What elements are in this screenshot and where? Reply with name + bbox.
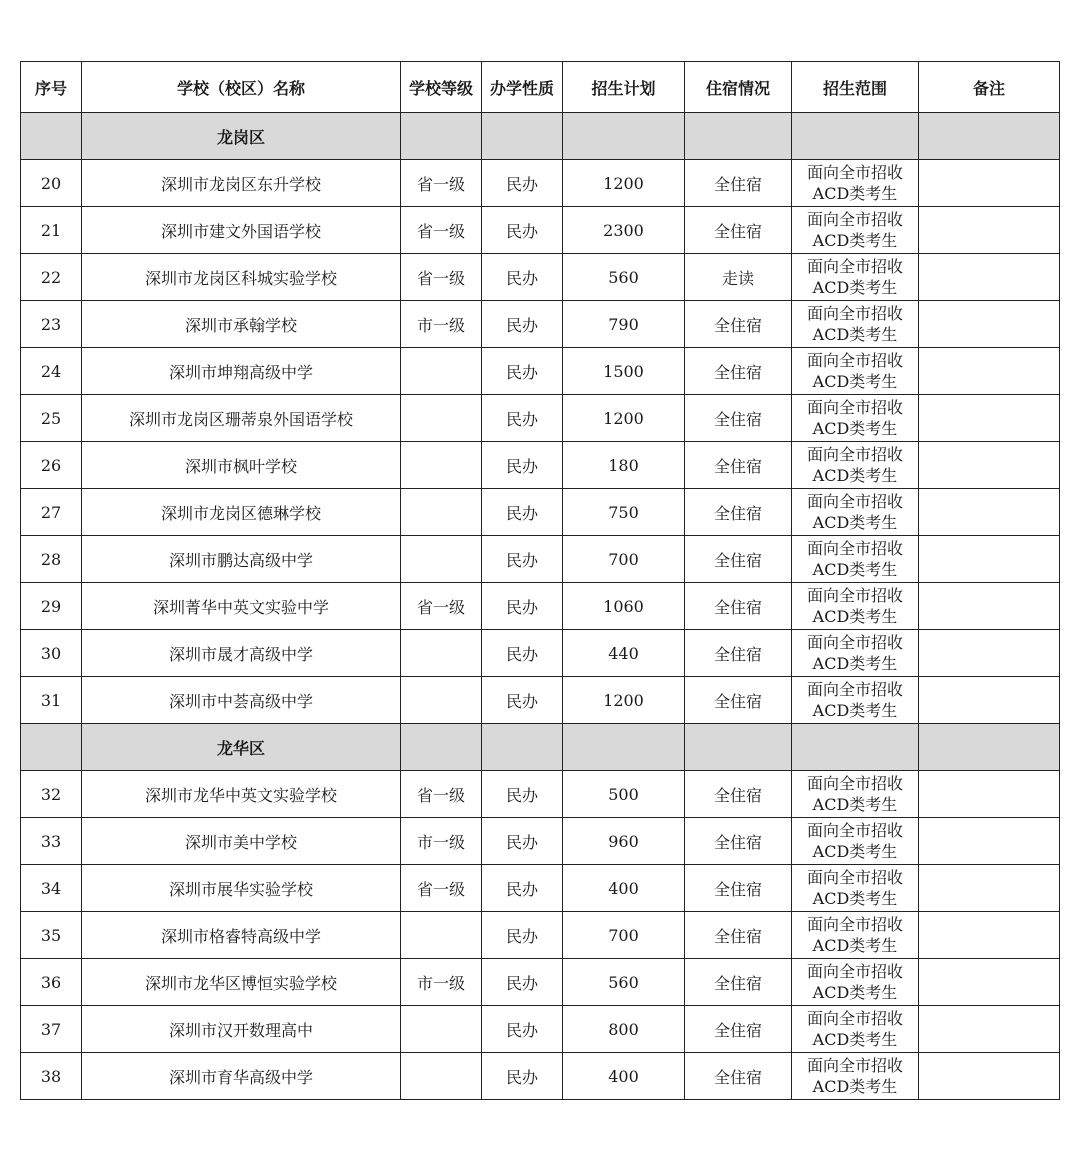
cell-type: 民办	[482, 160, 563, 207]
cell-scope	[792, 1053, 919, 1100]
cell-lodging: 走读	[685, 254, 792, 301]
table-row	[21, 1006, 1060, 1053]
cell-school: 深圳市承翰学校	[82, 301, 401, 348]
cell-scope	[792, 583, 919, 630]
cell-type: 民办	[482, 865, 563, 912]
cell-type: 民办	[482, 912, 563, 959]
section-cell	[685, 724, 792, 771]
scope-line-1: 面向全市招收	[806, 445, 903, 464]
table-row	[21, 442, 1060, 489]
scope-line-1: 面向全市招收	[806, 1056, 903, 1075]
cell-plan: 560	[563, 959, 685, 1006]
cell-no: 36	[21, 959, 82, 1006]
scope-line-1: 面向全市招收	[806, 351, 903, 370]
cell-level	[401, 1006, 482, 1053]
cell-lodging: 全住宿	[685, 207, 792, 254]
scope-line-1: 面向全市招收	[806, 539, 903, 558]
scope-line-1: 面向全市招收	[806, 680, 903, 699]
section-cell	[401, 113, 482, 160]
table-row	[21, 912, 1060, 959]
cell-level	[401, 395, 482, 442]
cell-lodging: 全住宿	[685, 1006, 792, 1053]
cell-school: 深圳市鹏达高级中学	[82, 536, 401, 583]
header-cell-scope: 招生范围	[792, 62, 919, 113]
cell-no: 38	[21, 1053, 82, 1100]
cell-level: 市一级	[401, 301, 482, 348]
section-cell	[919, 113, 1060, 160]
cell-lodging: 全住宿	[685, 630, 792, 677]
cell-school: 深圳菁华中英文实验中学	[82, 583, 401, 630]
header-cell-type: 办学性质	[482, 62, 563, 113]
cell-no: 35	[21, 912, 82, 959]
cell-type: 民办	[482, 677, 563, 724]
cell-note	[919, 442, 1060, 489]
scope-line-2: ACD类考生	[812, 325, 898, 344]
scope-line-2: ACD类考生	[812, 184, 898, 203]
cell-no: 20	[21, 160, 82, 207]
cell-level	[401, 630, 482, 677]
cell-lodging: 全住宿	[685, 818, 792, 865]
cell-level: 省一级	[401, 583, 482, 630]
scope-line-2: ACD类考生	[812, 607, 898, 626]
cell-level: 市一级	[401, 818, 482, 865]
cell-scope	[792, 865, 919, 912]
cell-plan: 700	[563, 536, 685, 583]
scope-line-1: 面向全市招收	[806, 210, 903, 229]
cell-note	[919, 959, 1060, 1006]
cell-lodging: 全住宿	[685, 348, 792, 395]
cell-lodging: 全住宿	[685, 301, 792, 348]
cell-type: 民办	[482, 395, 563, 442]
table-row	[21, 536, 1060, 583]
scope-line-2: ACD类考生	[812, 231, 898, 250]
cell-level: 省一级	[401, 254, 482, 301]
cell-note	[919, 395, 1060, 442]
cell-plan: 2300	[563, 207, 685, 254]
cell-no: 28	[21, 536, 82, 583]
scope-line-1: 面向全市招收	[806, 915, 903, 934]
cell-scope	[792, 160, 919, 207]
scope-line-2: ACD类考生	[812, 372, 898, 391]
scope-line-2: ACD类考生	[812, 795, 898, 814]
enrollment-table	[20, 61, 1060, 1100]
cell-lodging: 全住宿	[685, 160, 792, 207]
header-cell-plan: 招生计划	[563, 62, 685, 113]
cell-school: 深圳市美中学校	[82, 818, 401, 865]
cell-school: 深圳市枫叶学校	[82, 442, 401, 489]
table-row	[21, 865, 1060, 912]
header-cell-no: 序号	[21, 62, 82, 113]
header-row	[21, 62, 1060, 113]
cell-plan: 800	[563, 1006, 685, 1053]
table-row	[21, 160, 1060, 207]
table-row	[21, 254, 1060, 301]
cell-note	[919, 677, 1060, 724]
cell-type: 民办	[482, 348, 563, 395]
section-cell	[21, 724, 82, 771]
scope-line-1: 面向全市招收	[806, 1009, 903, 1028]
cell-lodging: 全住宿	[685, 395, 792, 442]
cell-scope	[792, 348, 919, 395]
cell-type: 民办	[482, 254, 563, 301]
cell-type: 民办	[482, 207, 563, 254]
cell-scope	[792, 207, 919, 254]
header-cell-lodging: 住宿情况	[685, 62, 792, 113]
cell-note	[919, 912, 1060, 959]
scope-line-1: 面向全市招收	[806, 962, 903, 981]
cell-type: 民办	[482, 489, 563, 536]
cell-note	[919, 489, 1060, 536]
table-row	[21, 395, 1060, 442]
cell-note	[919, 630, 1060, 677]
cell-school: 深圳市龙华区博恒实验学校	[82, 959, 401, 1006]
cell-school: 深圳市汉开数理高中	[82, 1006, 401, 1053]
table-body	[21, 113, 1060, 1100]
cell-plan: 400	[563, 865, 685, 912]
cell-level: 市一级	[401, 959, 482, 1006]
cell-plan: 180	[563, 442, 685, 489]
cell-note	[919, 160, 1060, 207]
scope-line-2: ACD类考生	[812, 654, 898, 673]
cell-type: 民办	[482, 959, 563, 1006]
cell-type: 民办	[482, 630, 563, 677]
table-row	[21, 1053, 1060, 1100]
cell-lodging: 全住宿	[685, 489, 792, 536]
cell-school: 深圳市龙岗区德琳学校	[82, 489, 401, 536]
table-row	[21, 959, 1060, 1006]
cell-plan: 700	[563, 912, 685, 959]
cell-no: 26	[21, 442, 82, 489]
table-row	[21, 677, 1060, 724]
cell-school: 深圳市育华高级中学	[82, 1053, 401, 1100]
section-title: 龙岗区	[82, 113, 401, 160]
cell-level	[401, 442, 482, 489]
table-row	[21, 818, 1060, 865]
cell-plan: 960	[563, 818, 685, 865]
scope-line-1: 面向全市招收	[806, 398, 903, 417]
scope-line-1: 面向全市招收	[806, 586, 903, 605]
cell-note	[919, 254, 1060, 301]
cell-plan: 1200	[563, 160, 685, 207]
table-row	[21, 489, 1060, 536]
cell-type: 民办	[482, 1006, 563, 1053]
cell-school: 深圳市龙岗区科城实验学校	[82, 254, 401, 301]
cell-scope	[792, 395, 919, 442]
cell-scope	[792, 771, 919, 818]
scope-line-2: ACD类考生	[812, 278, 898, 297]
scope-line-1: 面向全市招收	[806, 257, 903, 276]
table-row	[21, 301, 1060, 348]
cell-plan: 1060	[563, 583, 685, 630]
section-cell	[792, 724, 919, 771]
section-cell	[919, 724, 1060, 771]
scope-line-2: ACD类考生	[812, 419, 898, 438]
cell-note	[919, 348, 1060, 395]
section-cell	[401, 724, 482, 771]
scope-line-2: ACD类考生	[812, 1030, 898, 1049]
header-cell-note: 备注	[919, 62, 1060, 113]
section-row	[21, 724, 1060, 771]
table-row	[21, 771, 1060, 818]
cell-school: 深圳市龙华中英文实验学校	[82, 771, 401, 818]
section-title: 龙华区	[82, 724, 401, 771]
scope-line-2: ACD类考生	[812, 466, 898, 485]
table-row	[21, 583, 1060, 630]
scope-line-2: ACD类考生	[812, 936, 898, 955]
cell-note	[919, 583, 1060, 630]
cell-lodging: 全住宿	[685, 677, 792, 724]
cell-scope	[792, 818, 919, 865]
cell-school: 深圳市坤翔高级中学	[82, 348, 401, 395]
scope-line-2: ACD类考生	[812, 1077, 898, 1096]
scope-line-1: 面向全市招收	[806, 163, 903, 182]
cell-note	[919, 771, 1060, 818]
scope-line-2: ACD类考生	[812, 983, 898, 1002]
section-cell	[792, 113, 919, 160]
cell-note	[919, 1053, 1060, 1100]
cell-scope	[792, 912, 919, 959]
scope-line-1: 面向全市招收	[806, 304, 903, 323]
cell-school: 深圳市格睿特高级中学	[82, 912, 401, 959]
cell-level	[401, 1053, 482, 1100]
scope-line-2: ACD类考生	[812, 889, 898, 908]
cell-lodging: 全住宿	[685, 912, 792, 959]
cell-level	[401, 348, 482, 395]
section-cell	[563, 113, 685, 160]
scope-line-1: 面向全市招收	[806, 868, 903, 887]
cell-lodging: 全住宿	[685, 771, 792, 818]
scope-line-1: 面向全市招收	[806, 774, 903, 793]
scope-line-1: 面向全市招收	[806, 821, 903, 840]
cell-plan: 750	[563, 489, 685, 536]
cell-no: 34	[21, 865, 82, 912]
cell-scope	[792, 959, 919, 1006]
cell-school: 深圳市晟才高级中学	[82, 630, 401, 677]
cell-level	[401, 912, 482, 959]
cell-type: 民办	[482, 301, 563, 348]
cell-no: 23	[21, 301, 82, 348]
cell-plan: 400	[563, 1053, 685, 1100]
cell-note	[919, 1006, 1060, 1053]
cell-note	[919, 865, 1060, 912]
scope-line-2: ACD类考生	[812, 560, 898, 579]
section-cell	[563, 724, 685, 771]
cell-scope	[792, 536, 919, 583]
cell-type: 民办	[482, 771, 563, 818]
cell-no: 31	[21, 677, 82, 724]
section-row	[21, 113, 1060, 160]
cell-type: 民办	[482, 583, 563, 630]
cell-scope	[792, 1006, 919, 1053]
cell-school: 深圳市建文外国语学校	[82, 207, 401, 254]
table-row	[21, 348, 1060, 395]
scope-line-2: ACD类考生	[812, 842, 898, 861]
cell-level: 省一级	[401, 160, 482, 207]
cell-no: 24	[21, 348, 82, 395]
cell-plan: 1200	[563, 677, 685, 724]
cell-lodging: 全住宿	[685, 583, 792, 630]
cell-lodging: 全住宿	[685, 865, 792, 912]
cell-level: 省一级	[401, 865, 482, 912]
section-cell	[482, 724, 563, 771]
scope-line-2: ACD类考生	[812, 701, 898, 720]
table-row	[21, 630, 1060, 677]
cell-level	[401, 677, 482, 724]
cell-no: 37	[21, 1006, 82, 1053]
cell-no: 27	[21, 489, 82, 536]
cell-type: 民办	[482, 1053, 563, 1100]
cell-no: 33	[21, 818, 82, 865]
cell-plan: 790	[563, 301, 685, 348]
cell-school: 深圳市龙岗区珊蒂泉外国语学校	[82, 395, 401, 442]
cell-lodging: 全住宿	[685, 959, 792, 1006]
cell-note	[919, 207, 1060, 254]
cell-scope	[792, 677, 919, 724]
cell-lodging: 全住宿	[685, 536, 792, 583]
cell-school: 深圳市中荟高级中学	[82, 677, 401, 724]
cell-level: 省一级	[401, 207, 482, 254]
scope-line-1: 面向全市招收	[806, 492, 903, 511]
cell-scope	[792, 630, 919, 677]
cell-level	[401, 489, 482, 536]
cell-plan: 440	[563, 630, 685, 677]
cell-no: 22	[21, 254, 82, 301]
section-cell	[482, 113, 563, 160]
table-row	[21, 207, 1060, 254]
cell-type: 民办	[482, 818, 563, 865]
cell-plan: 1500	[563, 348, 685, 395]
cell-school: 深圳市展华实验学校	[82, 865, 401, 912]
scope-line-1: 面向全市招收	[806, 633, 903, 652]
cell-no: 32	[21, 771, 82, 818]
cell-scope	[792, 301, 919, 348]
cell-note	[919, 301, 1060, 348]
header-cell-level: 学校等级	[401, 62, 482, 113]
cell-type: 民办	[482, 536, 563, 583]
cell-type: 民办	[482, 442, 563, 489]
cell-school: 深圳市龙岗区东升学校	[82, 160, 401, 207]
cell-note	[919, 818, 1060, 865]
cell-no: 30	[21, 630, 82, 677]
header-cell-school: 学校（校区）名称	[82, 62, 401, 113]
cell-no: 21	[21, 207, 82, 254]
cell-scope	[792, 254, 919, 301]
cell-lodging: 全住宿	[685, 1053, 792, 1100]
section-cell	[685, 113, 792, 160]
cell-lodging: 全住宿	[685, 442, 792, 489]
cell-scope	[792, 442, 919, 489]
cell-level	[401, 536, 482, 583]
cell-note	[919, 536, 1060, 583]
cell-plan: 500	[563, 771, 685, 818]
scope-line-2: ACD类考生	[812, 513, 898, 532]
cell-level: 省一级	[401, 771, 482, 818]
cell-no: 29	[21, 583, 82, 630]
cell-scope	[792, 489, 919, 536]
section-cell	[21, 113, 82, 160]
cell-no: 25	[21, 395, 82, 442]
cell-plan: 560	[563, 254, 685, 301]
cell-plan: 1200	[563, 395, 685, 442]
